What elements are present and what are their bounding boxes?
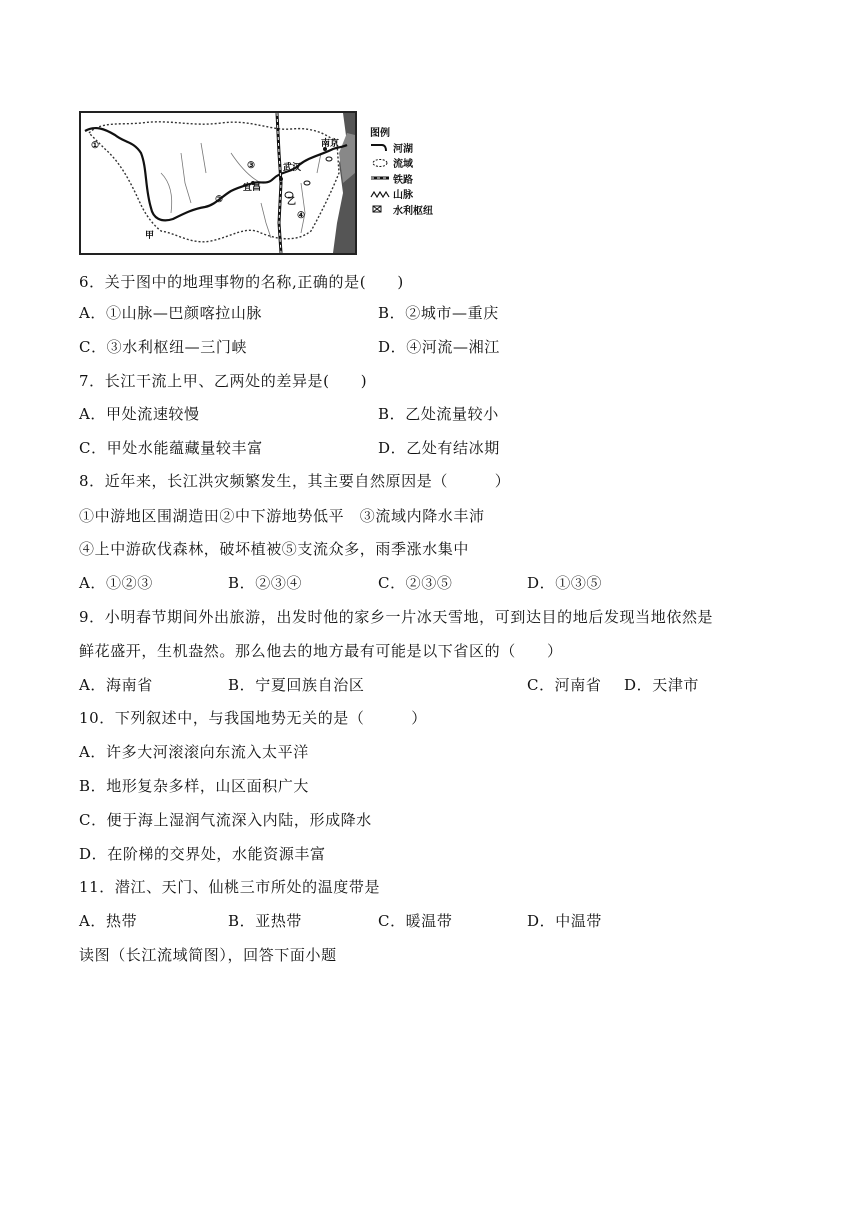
q7-option-d: D．乙处有结冰期 [378,439,500,457]
q7-option-c: C．甲处水能蕴藏量较丰富 [79,439,263,457]
q7-option-a: A．甲处流速较慢 [79,405,200,423]
river-lake-icon [370,142,390,152]
q9-option-a: A．海南省 [79,676,153,694]
dam-icon [370,204,390,214]
q9-stem-line-1: 9．小明春节期间外出旅游，出发时他的家乡一片冰天雪地，可到达目的地后发现当地依然是 [79,608,714,626]
q10-option-a: A．许多大河滚滚向东流入太平洋 [79,743,309,761]
q6-option-b: B．②城市—重庆 [378,304,499,322]
q6-stem: 6．关于图中的地理事物的名称,正确的是( ) [79,273,404,291]
q9-option-b: B．宁夏回族自治区 [228,676,365,694]
legend-item-dam: 水利枢纽 [370,202,433,218]
map-label-3: ③ [247,161,256,171]
legend-item-railway: 铁路 [370,171,433,187]
q8-option-c: C．②③⑤ [378,574,453,592]
legend-item-river-lake: 河湖 [370,140,433,156]
q8-option-b: B．②③④ [228,574,303,592]
q10-stem: 10．下列叙述中，与我国地势无关的是（ ） [79,709,427,727]
q9-stem-line-2: 鲜花盛开，生机盎然。那么他去的地方最有可能是以下省区的（ ） [79,642,563,660]
q8-option-d: D．①③⑤ [527,574,603,592]
mountain-icon [370,189,390,199]
q7-option-b: B．乙处流量较小 [378,405,499,423]
read-map-instruction: 读图（长江流域简图），回答下面小题 [79,946,337,964]
q10-option-b: B．地形复杂多样，山区面积广大 [79,777,310,795]
q6-option-a: A．①山脉—巴颜喀拉山脉 [79,304,263,322]
map-label-2: ② [215,195,224,205]
map-label-yi: 乙 [287,197,297,207]
legend-item-mountain: 山脉 [370,186,433,202]
railway-icon [370,173,390,183]
yangtze-basin-map [79,111,357,255]
q6-option-c: C．③水利枢纽—三门峡 [79,338,248,356]
q8-stem: 8．近年来，长江洪灾频繁发生，其主要自然原因是（ ） [79,472,511,490]
map-label-nanjing: 南京 [321,139,340,149]
q11-option-b: B．亚热带 [228,912,303,930]
q10-option-d: D．在阶梯的交界处，水能资源丰富 [79,845,326,863]
q11-option-d: D．中温带 [527,912,603,930]
legend-title: 图例 [370,128,390,140]
q9-option-d: D．天津市 [624,676,700,694]
q8-line-1: ①中游地区围湖造田②中下游地势低平 ③流域内降水丰沛 [79,507,485,525]
map-label-jia: 甲 [145,231,155,241]
q8-option-a: A．①②③ [79,574,153,592]
legend-item-basin: 流域 [370,155,433,171]
q9-option-c: C．河南省 [527,676,602,694]
map-drawing [81,113,355,253]
q6-option-d: D．④河流—湘江 [378,338,500,356]
map-label-yichang: 宜昌 [243,183,262,193]
map-label-1: ① [91,141,100,151]
q8-line-2: ④上中游砍伐森林，破坏植被⑤支流众多，雨季涨水集中 [79,540,470,558]
q7-stem: 7．长江干流上甲、乙两处的差异是( ) [79,372,368,390]
q11-stem: 11．潜江、天门、仙桃三市所处的温度带是 [79,878,381,896]
q10-option-c: C．便于海上湿润气流深入内陆，形成降水 [79,811,372,829]
q11-option-a: A．热带 [79,912,138,930]
map-label-wuhan: 武汉 [283,163,302,173]
map-legend [370,124,433,217]
q11-option-c: C．暖温带 [378,912,453,930]
basin-icon [370,158,390,168]
map-label-4: ④ [297,211,306,221]
